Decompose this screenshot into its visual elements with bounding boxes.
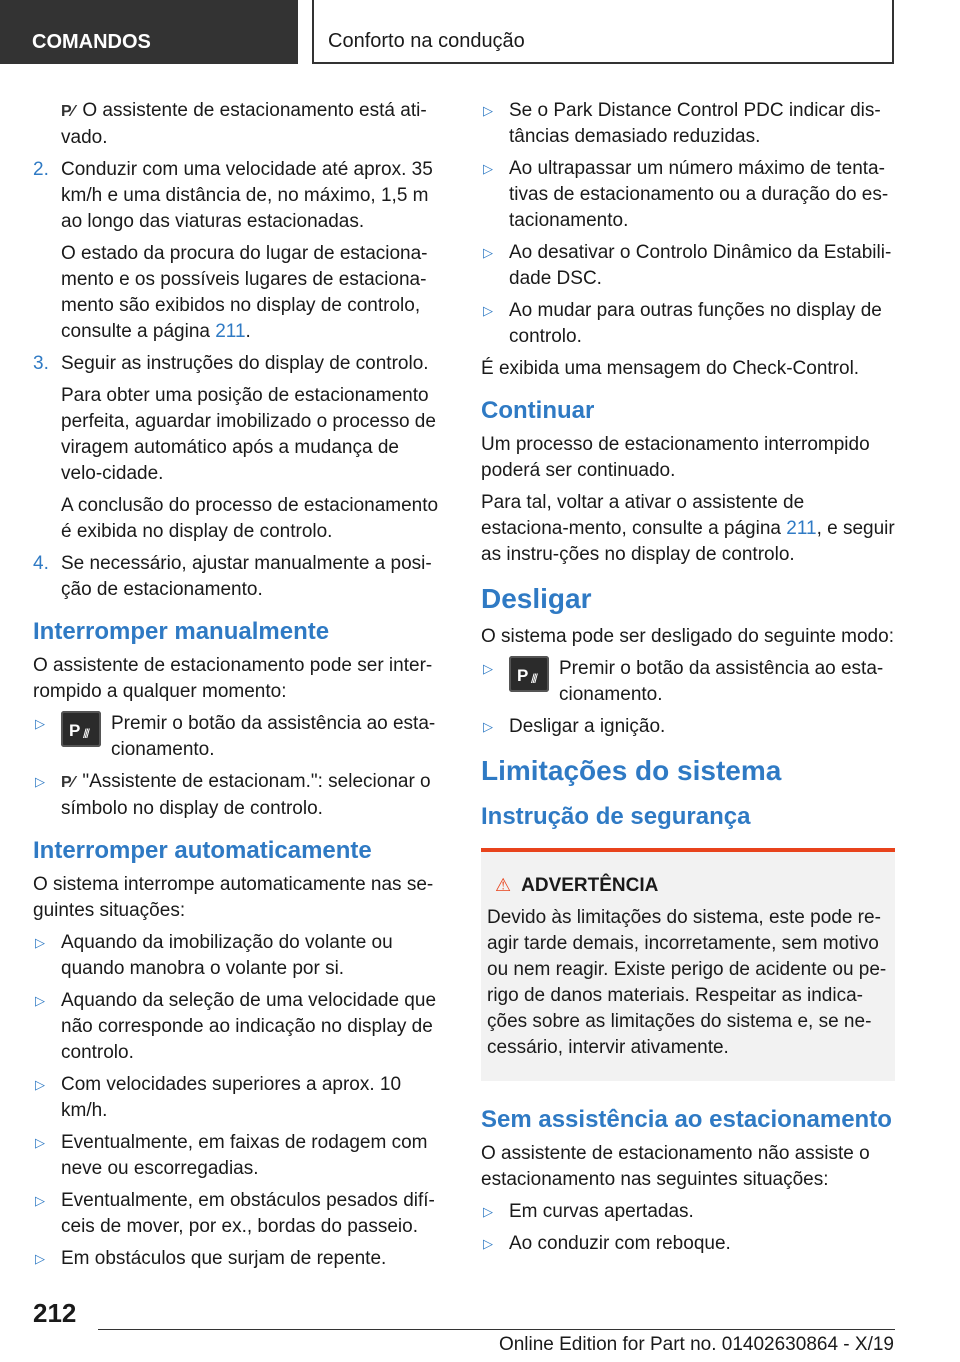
list-item — [33, 1072, 445, 1124]
list-item — [33, 1188, 445, 1240]
triangle-bullet-icon: ▷ — [35, 1251, 45, 1266]
triangle-bullet-icon: ▷ — [35, 1077, 45, 1092]
step-2 — [33, 157, 445, 345]
list-item — [33, 930, 445, 982]
step-number: 4. — [33, 553, 49, 574]
triangle-bullet-icon: ▷ — [35, 1193, 45, 1208]
continuar-text: Um processo de estacionamento interrompido poderá ser continuado. — [481, 434, 870, 481]
list-item-text: Ao mudar para outras funções no display de controlo. — [509, 300, 882, 347]
list-item-text: Ao ultrapassar um número máximo de tenta-tivas de estacionamento ou a duração do es-tacionamento. — [509, 158, 889, 231]
triangle-bullet-icon: ▷ — [483, 245, 493, 260]
list-item-text: Em obstáculos que surjam de repente. — [61, 1248, 387, 1269]
list-item — [481, 240, 895, 292]
list-item-text: Ao conduzir com reboque. — [509, 1233, 731, 1254]
heading-desligar: Desligar — [481, 583, 592, 614]
list-item-text: Com velocidades superiores a aprox. 10 km/h. — [61, 1074, 402, 1121]
page-link[interactable]: 211 — [786, 518, 817, 539]
step-text: A conclusão do processo de estacionamento é exibida no display de controlo. — [61, 495, 439, 542]
step-text: Para obter uma posição de estacionamento perfeita, aguardar imobilizado o processo de viragem automático após a mudança de velo-cidade. — [61, 385, 436, 484]
list-item — [481, 98, 895, 150]
list-item — [481, 156, 895, 234]
triangle-bullet-icon: ▷ — [483, 1204, 493, 1219]
triangle-bullet-icon: ▷ — [35, 935, 45, 950]
triangle-bullet-icon: ▷ — [483, 661, 493, 676]
list-item-text: Aquando da seleção de uma velocidade que não corresponde ao indicação no display de controlo. — [61, 990, 437, 1063]
list-item-text: Desligar a ignição. — [509, 716, 666, 737]
check-control-text: É exibida uma mensagem do Check-Control. — [481, 358, 860, 379]
subsection-tab: Conforto na condução — [312, 0, 894, 64]
triangle-bullet-icon: ▷ — [483, 161, 493, 176]
left-column — [33, 98, 445, 1278]
list-item — [481, 298, 895, 350]
list-item — [481, 656, 895, 708]
parking-assistant-icon: P⁄ — [61, 774, 75, 791]
list-item-text: Eventualmente, em faixas de rodagem com neve ou escorregadias. — [61, 1132, 428, 1179]
list-item-text: Aquando da imobilização do volante ou quando manobra o volante por si. — [61, 932, 393, 979]
list-item-text: Se o Park Distance Control PDC indicar dis-tâncias demasiado reduzidas. — [509, 100, 881, 147]
step-3 — [33, 351, 445, 545]
triangle-bullet-icon: ▷ — [483, 103, 493, 118]
list-item — [33, 711, 445, 763]
list-item — [481, 1231, 895, 1257]
warning-title: ADVERTÊNCIA — [521, 875, 659, 896]
step-text: Se necessário, ajustar manualmente a posi-ção de estacionamento. — [61, 553, 432, 600]
step-number: 3. — [33, 353, 49, 374]
heading-continuar: Continuar — [481, 397, 595, 424]
desligar-text: O sistema pode ser desligado do seguinte modo: — [481, 626, 894, 647]
step-number: 2. — [33, 159, 49, 180]
section-tab: COMANDOS — [0, 0, 298, 64]
parking-button-icon: P /// — [509, 656, 549, 692]
parking-button-icon: P /// — [61, 711, 101, 747]
list-item-text: Ao desativar o Controlo Dinâmico da Estabili-dade DSC. — [509, 242, 892, 289]
right-column — [481, 98, 895, 1263]
intro-text: O assistente de estacionamento está ati-vado. — [61, 100, 427, 148]
list-item — [33, 1130, 445, 1182]
list-item — [33, 988, 445, 1066]
parking-assistant-icon: P⁄ — [61, 103, 75, 120]
warning-text: Devido às limitações do sistema, este pode re-agir tarde demais, incorretamente, sem motivo ou nem reagir. Existe perigo de acidente ou pe-rigo de danos materiais. Respeitar as indica-ções sobre as limitações do sistema e, se ne-cessário, intervir ativamente. — [487, 907, 887, 1058]
list-item — [481, 1199, 895, 1225]
sem-text: O assistente de estacionamento não assiste o estacionamento nas seguintes situações: — [481, 1143, 870, 1190]
list-item-text: Premir o botão da assistência ao esta-cionamento. — [111, 713, 436, 760]
triangle-bullet-icon: ▷ — [35, 716, 45, 731]
list-item — [481, 714, 895, 740]
list-item-text: "Assistente de estacionam.": selecionar o símbolo no display de controlo. — [61, 771, 431, 819]
manual-text: O assistente de estacionamento pode ser inter-rompido a qualquer momento: — [33, 655, 433, 702]
triangle-bullet-icon: ▷ — [35, 993, 45, 1008]
triangle-bullet-icon: ▷ — [483, 303, 493, 318]
heading-auto: Interromper automaticamente — [33, 837, 372, 864]
warning-triangle-icon: ⚠ — [495, 875, 512, 895]
list-item — [33, 1246, 445, 1272]
edition-text: Online Edition for Part no. 01402630864 - X/19 — [498, 1334, 894, 1355]
continuar-text: Para tal, voltar a ativar o assistente de estaciona-mento, consulte a página 211, e seguir as instru-ções no display de controlo. — [481, 492, 895, 565]
heading-manual: Interromper manualmente — [33, 618, 330, 645]
step-4 — [33, 551, 445, 603]
triangle-bullet-icon: ▷ — [483, 1236, 493, 1251]
triangle-bullet-icon: ▷ — [35, 774, 45, 789]
page-number: 212 — [33, 1298, 77, 1328]
list-item — [33, 769, 445, 822]
triangle-bullet-icon: ▷ — [483, 719, 493, 734]
step-text: Seguir as instruções do display de controlo. — [61, 353, 429, 374]
intro-line — [33, 98, 445, 151]
step-text: Conduzir com uma velocidade até aprox. 35 km/h e uma distância de, no máximo, 1,5 m ao longo das viaturas estacionadas. — [61, 159, 433, 232]
step-text: O estado da procura do lugar de estaciona-mento e os possíveis lugares de estaciona-mento são exibidos no display de controlo, consulte a página 211. — [61, 243, 428, 342]
warning-title-row — [487, 872, 887, 899]
warning-box — [481, 848, 895, 1081]
list-item-text: Em curvas apertadas. — [509, 1201, 694, 1222]
heading-seguranca: Instrução de segurança — [481, 803, 751, 830]
list-item-text: Eventualmente, em obstáculos pesados difí-ceis de mover, por ex., bordas do passeio. — [61, 1190, 435, 1237]
heading-limitacoes: Limitações do sistema — [481, 755, 782, 786]
footer-divider — [98, 1329, 895, 1330]
heading-sem-assistencia: Sem assistência ao estacionamento — [481, 1106, 892, 1133]
list-item-text: Premir o botão da assistência ao esta-cionamento. — [559, 658, 884, 705]
page-link[interactable]: 211 — [215, 321, 246, 342]
auto-text: O sistema interrompe automaticamente nas se-guintes situações: — [33, 874, 434, 921]
triangle-bullet-icon: ▷ — [35, 1135, 45, 1150]
